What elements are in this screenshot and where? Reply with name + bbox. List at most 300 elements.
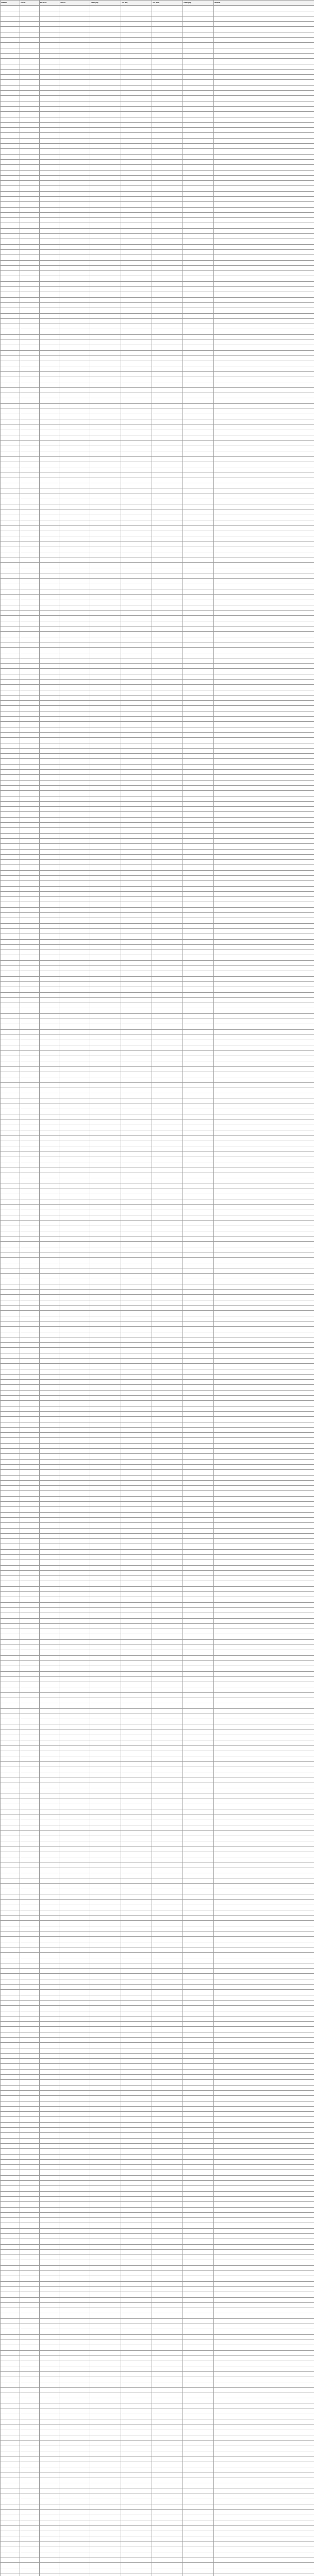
table-cell[interactable] [214, 2472, 314, 2478]
table-cell[interactable] [183, 759, 214, 764]
table-cell[interactable] [183, 605, 214, 610]
table-cell[interactable] [90, 53, 121, 58]
table-cell[interactable] [90, 2403, 121, 2409]
table-cell[interactable] [1, 2409, 20, 2414]
table-cell[interactable] [1, 785, 20, 790]
table-cell[interactable] [59, 1496, 90, 1501]
table-cell[interactable] [183, 595, 214, 600]
table-cell[interactable] [183, 923, 214, 928]
table-cell[interactable] [121, 1708, 152, 1714]
table-cell[interactable] [40, 1523, 59, 1528]
table-cell[interactable] [59, 2128, 90, 2133]
table-cell[interactable] [1, 833, 20, 838]
table-cell[interactable] [121, 573, 152, 579]
table-cell[interactable] [214, 828, 314, 833]
table-cell[interactable] [40, 2032, 59, 2037]
table-cell[interactable] [1, 207, 20, 212]
table-cell[interactable] [183, 1735, 214, 1740]
table-cell[interactable] [59, 1491, 90, 1496]
table-cell[interactable] [152, 456, 183, 462]
table-cell[interactable] [152, 2244, 183, 2249]
table-cell[interactable] [152, 844, 183, 849]
table-cell[interactable] [152, 1258, 183, 1263]
table-cell[interactable] [214, 96, 314, 101]
table-cell[interactable] [20, 653, 40, 658]
table-cell[interactable] [214, 1226, 314, 1231]
table-cell[interactable] [59, 1857, 90, 1862]
table-cell[interactable] [121, 435, 152, 440]
table-cell[interactable] [90, 860, 121, 865]
table-cell[interactable] [152, 2329, 183, 2334]
table-cell[interactable] [121, 1141, 152, 1146]
table-cell[interactable] [59, 1570, 90, 1575]
table-cell[interactable] [214, 2387, 314, 2393]
table-cell[interactable] [121, 1252, 152, 1258]
table-cell[interactable] [90, 313, 121, 318]
table-cell[interactable] [121, 2059, 152, 2064]
table-cell[interactable] [20, 1905, 40, 1910]
table-cell[interactable] [20, 472, 40, 478]
table-cell[interactable] [214, 1900, 314, 1905]
table-cell[interactable] [214, 101, 314, 106]
table-cell[interactable] [90, 637, 121, 642]
table-cell[interactable] [183, 287, 214, 292]
table-cell[interactable] [1, 584, 20, 589]
table-cell[interactable] [59, 313, 90, 318]
table-cell[interactable] [121, 1979, 152, 1984]
table-cell[interactable] [121, 2329, 152, 2334]
table-cell[interactable] [40, 2430, 59, 2435]
table-cell[interactable] [183, 2154, 214, 2159]
table-cell[interactable] [121, 1963, 152, 1968]
table-cell[interactable] [90, 1539, 121, 1544]
table-cell[interactable] [214, 1878, 314, 1884]
table-cell[interactable] [152, 2563, 183, 2568]
table-cell[interactable] [152, 1804, 183, 1809]
table-cell[interactable] [152, 2504, 183, 2510]
table-cell[interactable] [59, 2138, 90, 2143]
table-cell[interactable] [90, 987, 121, 992]
table-cell[interactable] [59, 1586, 90, 1591]
table-cell[interactable] [1, 59, 20, 64]
table-cell[interactable] [90, 1671, 121, 1676]
table-cell[interactable] [90, 1470, 121, 1475]
table-cell[interactable] [214, 1205, 314, 1210]
table-cell[interactable] [121, 297, 152, 302]
table-cell[interactable] [1, 870, 20, 875]
table-cell[interactable] [183, 1846, 214, 1852]
table-cell[interactable] [1, 1666, 20, 1671]
table-cell[interactable] [1, 2563, 20, 2568]
table-cell[interactable] [214, 22, 314, 27]
table-cell[interactable] [183, 1364, 214, 1369]
table-cell[interactable] [59, 1406, 90, 1411]
table-cell[interactable] [90, 1687, 121, 1692]
table-cell[interactable] [59, 1040, 90, 1045]
table-cell[interactable] [214, 997, 314, 1003]
table-cell[interactable] [1, 1396, 20, 1401]
table-cell[interactable] [90, 2233, 121, 2239]
table-cell[interactable] [183, 950, 214, 955]
table-cell[interactable] [40, 425, 59, 430]
table-cell[interactable] [1, 1146, 20, 1151]
table-cell[interactable] [152, 2207, 183, 2212]
table-cell[interactable] [40, 1470, 59, 1475]
table-cell[interactable] [214, 1772, 314, 1777]
table-cell[interactable] [121, 1210, 152, 1215]
table-cell[interactable] [152, 2377, 183, 2382]
table-cell[interactable] [214, 69, 314, 74]
table-cell[interactable] [59, 1708, 90, 1714]
table-cell[interactable] [183, 2038, 214, 2043]
table-cell[interactable] [183, 1560, 214, 1565]
table-cell[interactable] [121, 1682, 152, 1687]
table-cell[interactable] [152, 2149, 183, 2154]
table-cell[interactable] [59, 75, 90, 80]
table-cell[interactable] [121, 2069, 152, 2074]
table-cell[interactable] [214, 1671, 314, 1676]
table-cell[interactable] [59, 1809, 90, 1815]
table-cell[interactable] [121, 1475, 152, 1480]
table-cell[interactable] [1, 361, 20, 366]
table-cell[interactable] [59, 780, 90, 785]
table-cell[interactable] [183, 541, 214, 547]
table-cell[interactable] [214, 159, 314, 164]
table-cell[interactable] [20, 313, 40, 318]
table-cell[interactable] [183, 1777, 214, 1783]
table-cell[interactable] [214, 2170, 314, 2175]
table-cell[interactable] [121, 2233, 152, 2239]
table-cell[interactable] [214, 1969, 314, 1974]
table-cell[interactable] [40, 2446, 59, 2451]
table-cell[interactable] [90, 2255, 121, 2260]
table-cell[interactable] [152, 1523, 183, 1528]
table-cell[interactable] [1, 2022, 20, 2027]
table-cell[interactable] [214, 154, 314, 159]
table-cell[interactable] [1, 658, 20, 663]
table-cell[interactable] [90, 1777, 121, 1783]
table-cell[interactable] [121, 85, 152, 90]
table-cell[interactable] [214, 149, 314, 154]
table-cell[interactable] [40, 1300, 59, 1305]
table-cell[interactable] [121, 928, 152, 934]
table-cell[interactable] [1, 1985, 20, 1990]
table-cell[interactable] [40, 1639, 59, 1645]
table-cell[interactable] [40, 1618, 59, 1623]
table-cell[interactable] [1, 1921, 20, 1926]
table-cell[interactable] [40, 1088, 59, 1093]
table-cell[interactable] [214, 292, 314, 297]
table-cell[interactable] [121, 2478, 152, 2483]
table-cell[interactable] [20, 2398, 40, 2403]
table-cell[interactable] [90, 170, 121, 175]
table-cell[interactable] [121, 1831, 152, 1836]
table-cell[interactable] [152, 1353, 183, 1358]
table-cell[interactable] [183, 212, 214, 217]
table-cell[interactable] [121, 345, 152, 350]
table-cell[interactable] [152, 595, 183, 600]
table-cell[interactable] [121, 1650, 152, 1655]
table-cell[interactable] [152, 1613, 183, 1618]
table-cell[interactable] [20, 2419, 40, 2425]
table-cell[interactable] [152, 2138, 183, 2143]
table-cell[interactable] [152, 1417, 183, 1422]
table-cell[interactable] [90, 1385, 121, 1390]
table-cell[interactable] [1, 446, 20, 451]
table-cell[interactable] [20, 1544, 40, 1549]
table-cell[interactable] [90, 2286, 121, 2292]
table-cell[interactable] [183, 2043, 214, 2048]
table-cell[interactable] [90, 382, 121, 387]
table-cell[interactable] [59, 2286, 90, 2292]
table-cell[interactable] [214, 2223, 314, 2228]
table-cell[interactable] [152, 568, 183, 573]
table-cell[interactable] [59, 1199, 90, 1205]
table-cell[interactable] [1, 1380, 20, 1385]
table-cell[interactable] [90, 764, 121, 769]
table-cell[interactable] [1, 1157, 20, 1162]
table-cell[interactable] [121, 1565, 152, 1570]
table-cell[interactable] [40, 2488, 59, 2494]
table-cell[interactable] [214, 382, 314, 387]
table-cell[interactable] [214, 1104, 314, 1109]
table-cell[interactable] [152, 1013, 183, 1019]
table-cell[interactable] [20, 928, 40, 934]
table-cell[interactable] [1, 791, 20, 796]
table-cell[interactable] [183, 2202, 214, 2207]
table-cell[interactable] [214, 371, 314, 377]
table-cell[interactable] [20, 1496, 40, 1501]
table-cell[interactable] [40, 1655, 59, 1660]
table-cell[interactable] [20, 2441, 40, 2446]
table-cell[interactable] [40, 59, 59, 64]
table-cell[interactable] [1, 1687, 20, 1692]
table-cell[interactable] [59, 2451, 90, 2456]
table-cell[interactable] [121, 234, 152, 239]
table-cell[interactable] [20, 1056, 40, 1061]
table-cell[interactable] [59, 1056, 90, 1061]
table-cell[interactable] [121, 2451, 152, 2456]
table-cell[interactable] [59, 2090, 90, 2095]
table-cell[interactable] [20, 1300, 40, 1305]
table-cell[interactable] [214, 541, 314, 547]
table-cell[interactable] [214, 823, 314, 828]
table-cell[interactable] [214, 2085, 314, 2090]
table-cell[interactable] [59, 1613, 90, 1618]
table-cell[interactable] [183, 1035, 214, 1040]
table-cell[interactable] [20, 1029, 40, 1035]
table-cell[interactable] [121, 992, 152, 997]
table-cell[interactable] [152, 1104, 183, 1109]
table-cell[interactable] [183, 244, 214, 249]
table-cell[interactable] [20, 1464, 40, 1469]
table-cell[interactable] [1, 928, 20, 934]
table-cell[interactable] [214, 366, 314, 371]
table-cell[interactable] [40, 1708, 59, 1714]
table-cell[interactable] [1, 552, 20, 557]
table-cell[interactable] [40, 1130, 59, 1136]
table-cell[interactable] [20, 2212, 40, 2217]
table-cell[interactable] [20, 854, 40, 859]
table-cell[interactable] [59, 685, 90, 690]
table-cell[interactable] [90, 557, 121, 563]
table-cell[interactable] [121, 6, 152, 11]
table-cell[interactable] [214, 950, 314, 955]
table-cell[interactable] [152, 1162, 183, 1167]
table-cell[interactable] [152, 462, 183, 467]
table-cell[interactable] [121, 1311, 152, 1316]
table-cell[interactable] [214, 1284, 314, 1289]
table-cell[interactable] [121, 1411, 152, 1416]
table-cell[interactable] [40, 2409, 59, 2414]
table-cell[interactable] [59, 1645, 90, 1650]
table-cell[interactable] [152, 510, 183, 515]
table-cell[interactable] [59, 2419, 90, 2425]
table-cell[interactable] [121, 1157, 152, 1162]
table-cell[interactable] [183, 2101, 214, 2106]
table-cell[interactable] [214, 1274, 314, 1279]
table-cell[interactable] [90, 1337, 121, 1342]
table-cell[interactable] [40, 1846, 59, 1852]
table-cell[interactable] [152, 823, 183, 828]
table-cell[interactable] [214, 669, 314, 674]
table-cell[interactable] [40, 1385, 59, 1390]
table-cell[interactable] [121, 1332, 152, 1337]
table-cell[interactable] [214, 2441, 314, 2446]
table-cell[interactable] [59, 249, 90, 255]
table-cell[interactable] [214, 881, 314, 886]
table-cell[interactable] [59, 1258, 90, 1263]
table-cell[interactable] [183, 801, 214, 806]
table-cell[interactable] [59, 1873, 90, 1878]
table-cell[interactable] [40, 1369, 59, 1374]
table-cell[interactable] [1, 632, 20, 637]
table-cell[interactable] [121, 1655, 152, 1660]
table-cell[interactable] [152, 255, 183, 260]
table-cell[interactable] [40, 1703, 59, 1708]
table-cell[interactable] [152, 2292, 183, 2297]
table-cell[interactable] [214, 345, 314, 350]
table-cell[interactable] [40, 2085, 59, 2090]
table-cell[interactable] [152, 1390, 183, 1395]
table-cell[interactable] [59, 1167, 90, 1173]
table-cell[interactable] [20, 191, 40, 196]
table-cell[interactable] [90, 536, 121, 541]
table-cell[interactable] [1, 181, 20, 186]
table-cell[interactable] [59, 324, 90, 329]
table-cell[interactable] [121, 1337, 152, 1342]
table-cell[interactable] [214, 1464, 314, 1469]
table-cell[interactable] [214, 2175, 314, 2180]
table-cell[interactable] [40, 106, 59, 111]
table-cell[interactable] [40, 891, 59, 896]
table-cell[interactable] [20, 2260, 40, 2265]
table-cell[interactable] [40, 1449, 59, 1454]
table-cell[interactable] [152, 2196, 183, 2201]
table-cell[interactable] [90, 2467, 121, 2472]
table-cell[interactable] [59, 1464, 90, 1469]
table-cell[interactable] [121, 2494, 152, 2499]
table-cell[interactable] [40, 764, 59, 769]
table-cell[interactable] [20, 1846, 40, 1852]
table-cell[interactable] [20, 1427, 40, 1432]
table-cell[interactable] [183, 377, 214, 382]
table-cell[interactable] [1, 409, 20, 414]
table-cell[interactable] [90, 939, 121, 944]
table-cell[interactable] [152, 1316, 183, 1321]
table-cell[interactable] [59, 2080, 90, 2085]
table-cell[interactable] [40, 2345, 59, 2350]
table-cell[interactable] [20, 85, 40, 90]
table-cell[interactable] [152, 2366, 183, 2371]
table-cell[interactable] [90, 1921, 121, 1926]
table-cell[interactable] [40, 2223, 59, 2228]
table-cell[interactable] [90, 2504, 121, 2510]
table-cell[interactable] [152, 1607, 183, 1613]
table-cell[interactable] [20, 96, 40, 101]
table-cell[interactable] [90, 796, 121, 801]
table-cell[interactable] [1, 6, 20, 11]
table-cell[interactable] [59, 1088, 90, 1093]
table-cell[interactable] [59, 43, 90, 48]
table-cell[interactable] [121, 918, 152, 923]
table-cell[interactable] [121, 1528, 152, 1533]
table-cell[interactable] [121, 2488, 152, 2494]
table-cell[interactable] [214, 80, 314, 85]
table-cell[interactable] [152, 1056, 183, 1061]
table-cell[interactable] [152, 1003, 183, 1008]
table-cell[interactable] [152, 1995, 183, 2000]
table-cell[interactable] [59, 1422, 90, 1427]
table-cell[interactable] [121, 886, 152, 891]
table-cell[interactable] [183, 796, 214, 801]
table-cell[interactable] [20, 218, 40, 223]
table-cell[interactable] [152, 1226, 183, 1231]
table-cell[interactable] [59, 775, 90, 780]
table-cell[interactable] [59, 2043, 90, 2048]
table-cell[interactable] [214, 313, 314, 318]
table-cell[interactable] [90, 870, 121, 875]
table-cell[interactable] [121, 626, 152, 632]
table-cell[interactable] [214, 743, 314, 748]
table-cell[interactable] [40, 1857, 59, 1862]
table-cell[interactable] [20, 2090, 40, 2095]
table-cell[interactable] [40, 2350, 59, 2355]
table-cell[interactable] [20, 2159, 40, 2164]
table-cell[interactable] [152, 1475, 183, 1480]
table-cell[interactable] [121, 2377, 152, 2382]
table-cell[interactable] [40, 2096, 59, 2101]
table-cell[interactable] [40, 2281, 59, 2286]
table-cell[interactable] [152, 1486, 183, 1491]
table-cell[interactable] [183, 425, 214, 430]
table-cell[interactable] [214, 642, 314, 647]
table-cell[interactable] [214, 674, 314, 679]
table-cell[interactable] [183, 2080, 214, 2085]
table-cell[interactable] [59, 2006, 90, 2011]
table-cell[interactable] [40, 2557, 59, 2563]
table-cell[interactable] [121, 1045, 152, 1050]
table-cell[interactable] [214, 2027, 314, 2032]
table-cell[interactable] [59, 812, 90, 817]
table-cell[interactable] [1, 854, 20, 859]
table-cell[interactable] [183, 387, 214, 393]
table-cell[interactable] [1, 456, 20, 462]
table-cell[interactable] [90, 2117, 121, 2122]
table-cell[interactable] [90, 865, 121, 870]
table-cell[interactable] [1, 2398, 20, 2403]
table-cell[interactable] [59, 1157, 90, 1162]
